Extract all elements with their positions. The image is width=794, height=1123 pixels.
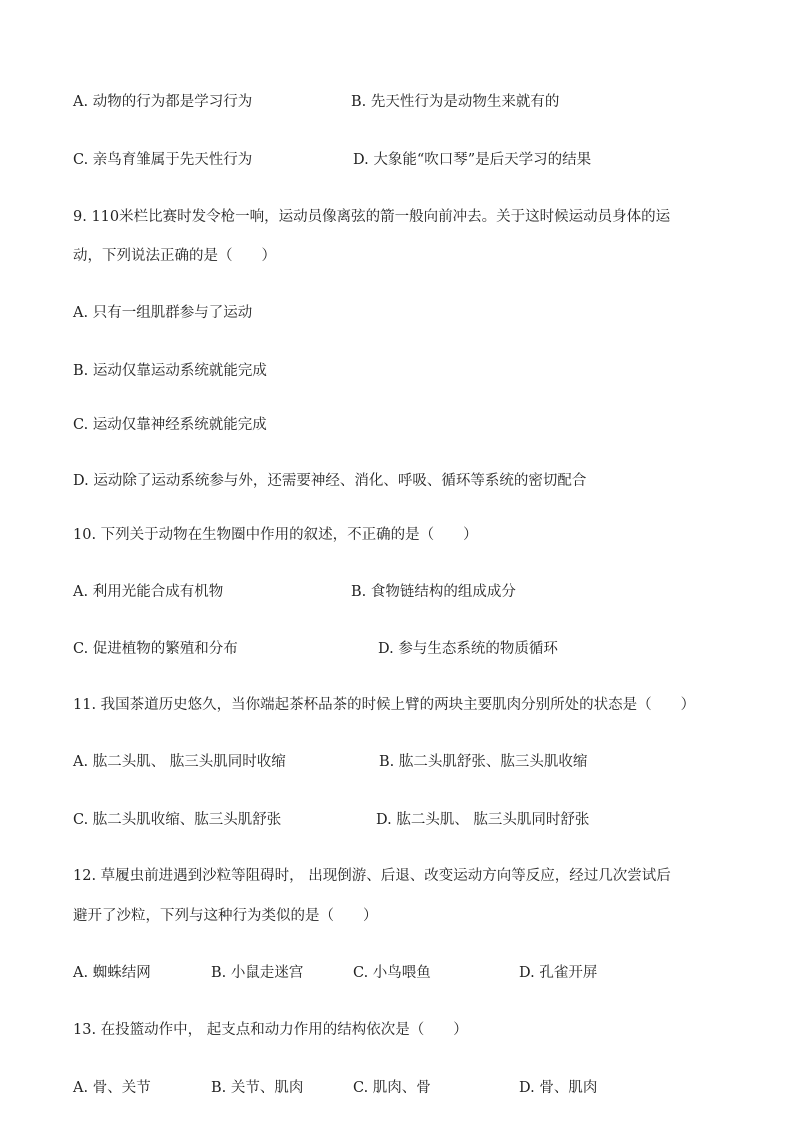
q12-option-d: D. 孔雀开屏 <box>519 965 598 981</box>
q11-stem: 11. 我国茶道历史悠久，当你端起茶杯品茶的时候上臂的两块主要肌肉分别所处的状态是（ ） <box>73 697 696 713</box>
q13-option-d: D. 骨、肌肉 <box>519 1080 598 1096</box>
q9-stem-line2: 动，下列说法正确的是（ ） <box>73 248 276 264</box>
q13-option-b: B. 关节、肌肉 <box>211 1080 304 1096</box>
q10-stem: 10. 下列关于动物在生物圈中作用的叙述，不正确的是（ ） <box>73 527 478 543</box>
q13-option-a: A. 骨、关节 <box>73 1080 151 1096</box>
q11-option-b: B. 肱二头肌舒张、肱三头肌收缩 <box>379 754 588 770</box>
q10-option-c: C. 促进植物的繁殖和分布 <box>73 641 238 657</box>
q13-stem: 13. 在投篮动作中， 起支点和动力作用的结构依次是（ ） <box>73 1022 468 1038</box>
q10-option-a: A. 利用光能合成有机物 <box>73 584 224 600</box>
q12-stem-line2: 避开了沙粒，下列与这种行为类似的是（ ） <box>73 908 378 924</box>
q12-option-b: B. 小鼠走迷宫 <box>211 965 304 981</box>
q8-option-a: A. 动物的行为都是学习行为 <box>73 94 253 110</box>
q9-option-a: A. 只有一组肌群参与了运动 <box>73 305 253 321</box>
q8-option-b: B. 先天性行为是动物生来就有的 <box>351 94 560 110</box>
q12-option-c: C. 小鸟喂鱼 <box>353 965 431 981</box>
q8-option-c: C. 亲鸟育雏属于先天性行为 <box>73 152 253 168</box>
q9-option-c: C. 运动仅靠神经系统就能完成 <box>73 417 267 433</box>
q12-option-a: A. 蜘蛛结网 <box>73 965 151 981</box>
q11-option-a: A. 肱二头肌、 肱三头肌同时收缩 <box>73 754 286 770</box>
q12-stem-line1: 12. 草履虫前进遇到沙粒等阻碍时， 出现倒游、后退、改变运动方向等反应，经过几次尝试后 <box>73 868 671 884</box>
q11-option-d: D. 肱二头肌、 肱三头肌同时舒张 <box>376 812 590 828</box>
q9-option-b: B. 运动仅靠运动系统就能完成 <box>73 363 267 379</box>
q10-option-b: B. 食物链结构的组成成分 <box>351 584 516 600</box>
q9-stem-line1: 9. 110米栏比赛时发令枪一响，运动员像离弦的箭一般向前冲去。关于这时候运动员身体的运 <box>73 209 671 225</box>
q11-option-c: C. 肱二头肌收缩、肱三头肌舒张 <box>73 812 282 828</box>
q13-option-c: C. 肌肉、骨 <box>353 1080 431 1096</box>
q8-option-d: D. 大象能“吹口琴”是后天学习的结果 <box>353 152 592 168</box>
q10-option-d: D. 参与生态系统的物质循环 <box>378 641 558 657</box>
q9-option-d: D. 运动除了运动系统参与外，还需要神经、消化、呼吸、循环等系统的密切配合 <box>73 473 587 489</box>
